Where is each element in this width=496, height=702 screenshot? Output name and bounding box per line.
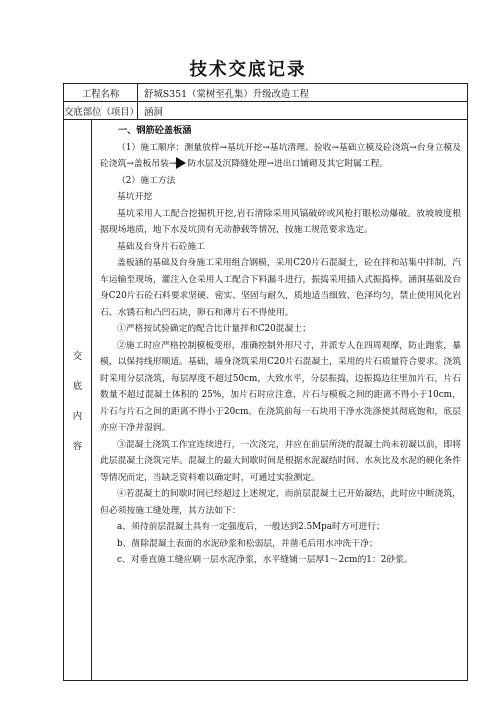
sub-item: c、对垂直施工缝应刷一层水泥净浆，水平缝铺一层厚1～2cm的1：2砂浆。 [117, 555, 413, 565]
side-char: 底 [72, 381, 83, 392]
list-item: ③混凝土浇筑工作宜连续进行，一次浇完，并应在前层所浇的混凝土尚未初凝以前，即将此层混凝土浇筑完毕。混凝土的最大间歇时间是根据水泥凝结时间、水灰比及水泥的硬化条件等情况而定，当缺乏资料难以确定时，可通过实验测定。 [100, 439, 461, 483]
method-heading: （2）施工方法 [117, 175, 176, 186]
document-title: 技术交底记录 [189, 60, 307, 80]
section-heading: 一、钢筋砼盖板涵 [118, 125, 192, 136]
part-row [64, 102, 467, 120]
part-value: 涵洞 [144, 106, 163, 118]
side-char: 容 [72, 441, 83, 452]
project-value: 舒城S351（棠树至孔集）升级改造工程 [144, 88, 309, 100]
construction-sequence: （1）施工顺序：测量放样→基坑开挖→基坑清理、验收→基础立模及砼浇筑→台身立模及砼浇筑→盖板吊装→ 防水层及沉降缝处理→进出口铺砌及其它附属工程。 [100, 142, 461, 169]
list-item: ②施工时应严格控制模板变形，准确控制外形尺寸，并派专人在四周观摩，防止跑浆，暴模，以保持线形顺适。基础，墙身浇筑采用C20片石混凝土，采用的片石质量符合要求。浇筑时采用分层浇筑，每层厚度不超过50cm，大致水平，分层振捣，边振捣边往里加片石，片石数量不超过混凝土体积的 25%，加片石时应注意，片石与模板之间的距离不得小于10cm，片石与片石之间的距离不得小于20cm。在浇筑前每一石块用干净水洗涤使其彻底饱和，底层亦应干净并湿润。 [100, 340, 462, 433]
sub-item: b、凿除混凝土表面的水泥砂浆和松弱层，并凿毛后用水冲洗干净； [117, 538, 378, 549]
pit-title: 基坑开挖 [117, 192, 153, 202]
disclosure-content [100, 123, 461, 569]
project-label: 工程名称 [64, 84, 138, 101]
pit-body: 基坑采用人工配合挖掘机开挖,岩石清除采用风镐破碎或风枪打眼松动爆破。放坡坡度根据现场地质，地下水及坑顶有无动静载等情况，按施工规范要求选定。 [100, 208, 461, 235]
part-label: 交底部位（项目） [64, 102, 138, 119]
side-char: 交 [72, 351, 83, 362]
list-item: ④若混凝土的间歇时间已经超过上述规定，而前层混凝土已开始凝结，此时应中断浇筑，但必须按施工缝处理，其方法如下： [100, 489, 461, 516]
list-item: ①严格按试验确定的配合比计量拌和C20混凝土； [117, 324, 311, 334]
disclosure-table [63, 83, 468, 681]
sub-item: a、须待前层混凝土具有一定强度后，一般达到2.5Mpa时方可进行； [117, 522, 385, 532]
foundation-title: 基础及台身片石砼施工 [117, 241, 205, 252]
arrow-icon [176, 157, 186, 169]
foundation-body: 盖板涵的基础及台身施工采用组合钢模，采用C20片石混凝土，砼在拌和站集中拌制，汽车运输至现场，灌注入仓采用人工配合下料漏斗进行，振捣采用插入式振捣棒。涵洞基础及台身C20片石砼石料要求坚硬、密实、坚固与耐久，质地适当细致、色泽均匀，禁止使用风化岩石、水锈石和凸凹石块，卵石和薄片石不得使用。 [100, 258, 462, 318]
side-char: 内 [72, 411, 83, 422]
project-row [64, 84, 467, 102]
side-label [64, 120, 92, 680]
